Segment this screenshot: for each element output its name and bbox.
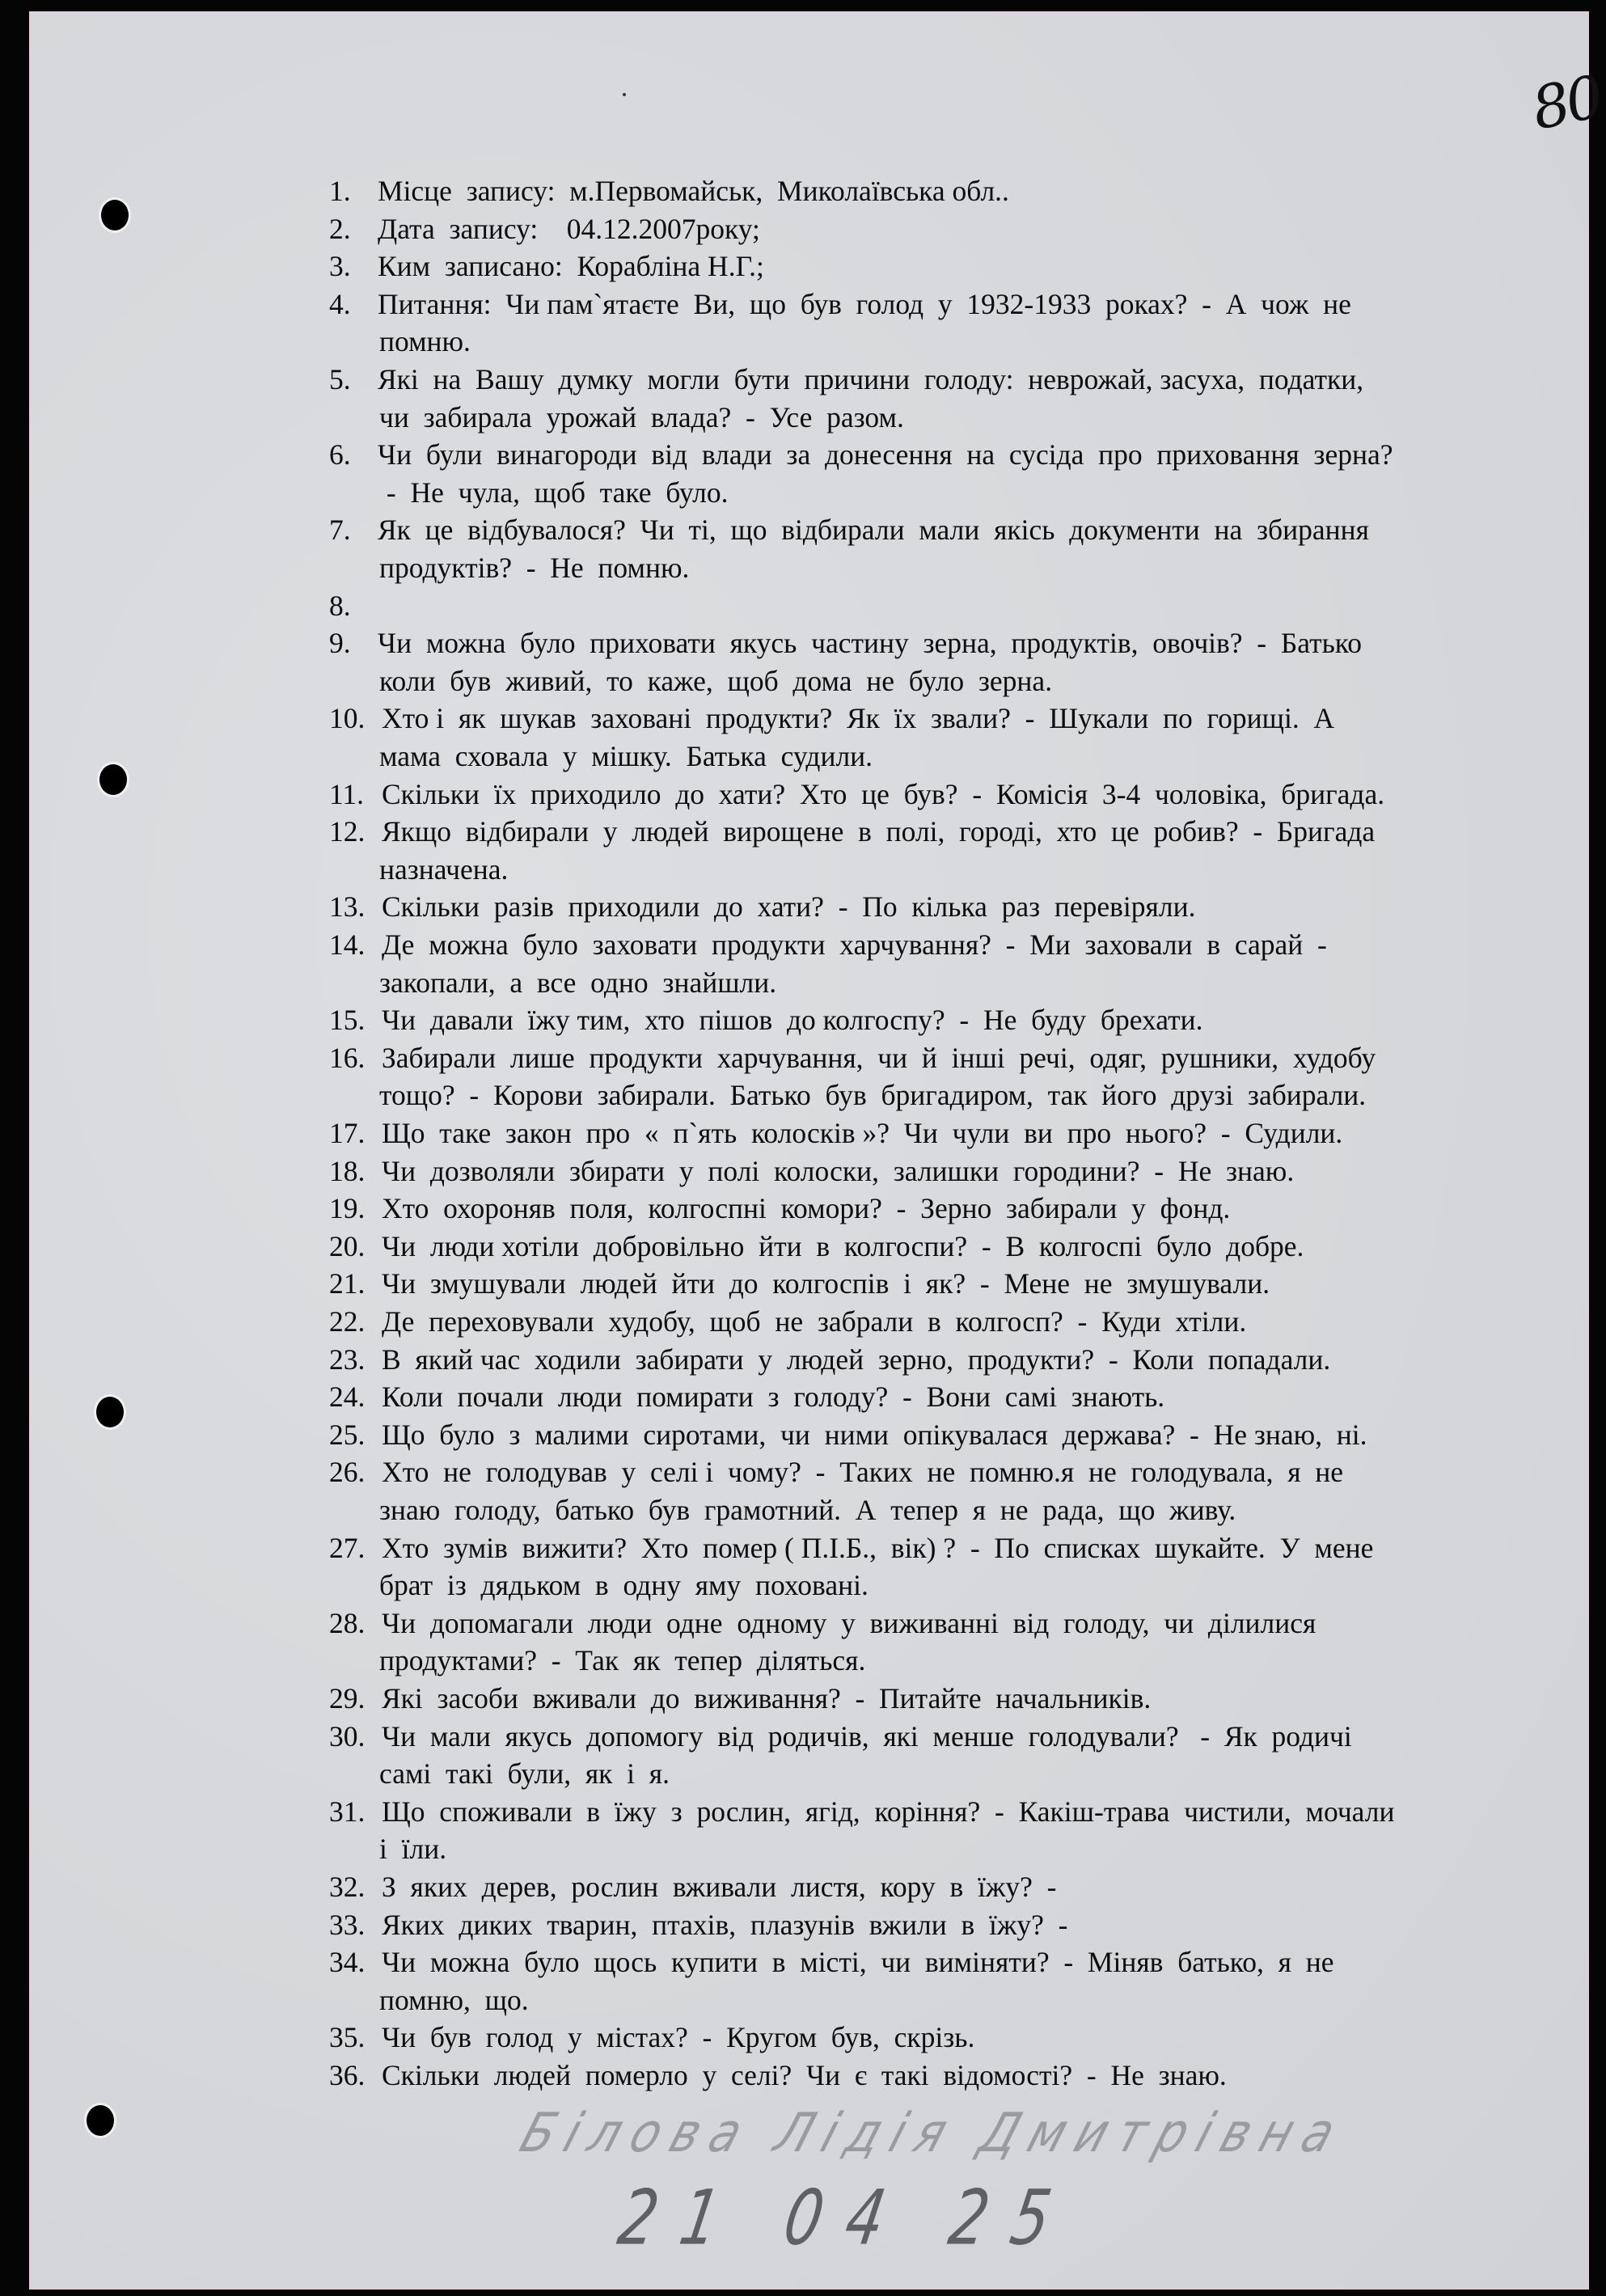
item-number: 21. [329,1267,366,1300]
item-text: Коли почали люди помирати з голоду? - Вони самі знають. [382,1381,1165,1414]
item-number: 2. [329,212,351,245]
item-text: Ким записано: Корабліна Н.Г.; [378,250,764,283]
list-item [329,210,1518,248]
item-number: 18. [329,1154,366,1187]
item-text: Що споживали в їжу з рослин, ягід, коріння? - Какіш-трава чистили, мочали [382,1795,1395,1828]
item-number: 4. [329,287,351,320]
item-number: 3. [329,250,351,283]
list-item [329,1906,1518,1944]
item-number: 7. [329,514,351,547]
item-text: Чи можна було приховати якусь частину зерна, продуктів, овочів? - Батько [378,627,1363,660]
item-text: Скільки їх приходило до хати? Хто це був? - Комісія 3-4 чоловіка, бригада. [382,777,1385,810]
handwritten-date: 21 04 25 [612,2173,1082,2262]
item-number: 30. [329,1719,366,1753]
list-item [329,1114,1518,1152]
handwritten-page-number: 80 [1526,62,1606,143]
item-number: 24. [329,1381,366,1414]
list-item [329,1265,1518,1303]
item-number: 6. [329,438,351,471]
list-item [329,361,1518,436]
item-text: Чи змушували людей йти до колгоспів і як? - Мене не змушували. [382,1267,1270,1300]
item-text: Хто охороняв поля, колгоспні комори? - Зерно забирали у фонд. [382,1192,1231,1225]
item-number: 36. [329,2059,366,2091]
item-text: Чи давали їжу тим, хто пішов до колгоспу? - Не буду брехати. [382,1004,1203,1037]
item-text-continuation: самі такі були, як і я. [379,1757,670,1791]
item-text-continuation: і їли. [379,1833,447,1866]
list-item [329,285,1518,361]
list-item [329,247,1518,285]
item-text: Скільки разів приходили до хати? - По кілька раз перевіряли. [382,890,1196,924]
item-text: Якщо відбирали у людей вирощене в полі, городі, хто це робив? - Бригада [382,815,1376,848]
item-text: Чи люди хотіли добровільно йти в колгоспи? - В колгоспі було добре. [382,1229,1304,1262]
item-number: 35. [329,2021,366,2054]
list-item [329,776,1518,814]
item-text: Чи був голод у містах? - Кругом був, скрізь. [382,2021,975,2054]
list-item [329,1680,1518,1718]
item-number: 23. [329,1343,366,1376]
item-text: Як це відбувалося? Чи ті, що відбирали мали якісь документи на збирання [378,514,1369,547]
item-number: 29. [329,1682,366,1715]
item-number: 33. [329,1908,366,1941]
item-text-continuation: брат із дядьком в одну яму поховані. [379,1569,869,1602]
item-number: 11. [329,777,365,810]
item-text: Питання: Чи пам`ятаєте Ви, що був голод у 1932-1933 роках? - А чож не [378,287,1351,320]
list-item [329,2057,1518,2095]
item-text: Де можна було заховати продукти харчування? - Ми заховали в сарай - [382,928,1327,961]
list-item [329,1152,1518,1190]
list-item [329,1190,1518,1228]
item-text: Скільки людей померло у селі? Чи є такі відомості? - Не знаю. [382,2059,1227,2091]
list-item [329,2019,1518,2057]
list-item [329,436,1518,511]
list-item [329,1453,1518,1529]
item-number: 31. [329,1795,366,1828]
list-item [329,1001,1518,1039]
item-text: Що таке закон про « п`ять колосків »? Чи чули ви про нього? - Судили. [382,1117,1343,1149]
item-number: 32. [329,1871,366,1903]
list-item [329,1341,1518,1379]
item-number: 20. [329,1229,366,1262]
list-item [329,1416,1518,1454]
list-item [329,926,1518,1001]
item-text: Чи можна було щось купити в місті, чи виміняти? - Міняв батько, я не [382,1946,1334,1979]
document-page [29,11,1606,2290]
list-item [329,1039,1518,1114]
item-number: 27. [329,1531,366,1564]
item-number: 28. [329,1606,366,1639]
item-text: Хто не голодував у селі і чому? - Таких не помню.я не голодувала, я не [382,1456,1344,1489]
item-text-continuation: закопали, а все одно знайшли. [379,966,777,999]
item-text: Місце запису: м.Первомайськ, Миколаївська обл.. [378,175,1009,207]
list-item [329,700,1518,775]
handwritten-respondent-name: Білова Лідія Дмитрівна [513,2100,1355,2165]
list-item [329,511,1518,586]
list-item [329,1718,1518,1793]
item-number: 26. [329,1456,366,1489]
item-text: Хто зумів вижити? Хто помер ( П.І.Б., вік) ? - По списках шукайте. У мене [382,1531,1374,1564]
list-item [329,1228,1518,1266]
list-item [329,1943,1518,2019]
list-item [329,1605,1518,1680]
item-number: 19. [329,1192,366,1225]
item-number: 25. [329,1418,366,1451]
list-item [329,587,1518,625]
item-text: В який час ходили забирати у людей зерно, продукти? - Коли попадали. [382,1343,1331,1376]
item-number: 10. [329,702,366,735]
item-text: Чи мали якусь допомогу від родичів, які менше голодували? - Як родичі [382,1719,1352,1753]
item-text: Чи допомагали люди одне одному у виживанні від голоду, чи ділилися [382,1606,1316,1639]
item-number: 16. [329,1041,366,1074]
list-item [329,1378,1518,1416]
list-item [329,1303,1518,1341]
item-text-continuation: мама сховала у мішку. Батька судили. [379,739,873,772]
item-text-continuation: продуктами? - Так як тепер діляться. [379,1644,866,1677]
item-number: 13. [329,890,366,924]
list-item [329,172,1518,210]
item-text-continuation: чи забирала урожай влада? - Усе разом. [379,400,904,433]
questionnaire-list [30,12,1587,2288]
item-text-continuation: - Не чула, щоб таке було. [379,476,729,509]
item-number: 8. [329,589,351,622]
item-number: 15. [329,1004,366,1037]
item-number: 9. [329,627,351,660]
item-text-continuation: помню. [379,325,471,358]
item-text-continuation: помню, що. [379,1983,529,2016]
item-number: 17. [329,1117,366,1149]
item-number: 12. [329,815,366,848]
item-number: 22. [329,1305,366,1338]
item-text: Які на Вашу думку могли бути причини голоду: неврожай, засуха, податки, [378,363,1364,395]
item-text: Чи були винагороди від влади за донесення на сусіда про приховання зерна? [378,438,1393,471]
list-item [329,1529,1518,1605]
list-item [329,624,1518,700]
list-item [329,888,1518,926]
item-text-continuation: коли був живий, то каже, щоб дома не було зерна. [379,664,1053,697]
item-text-continuation: продуктів? - Не помню. [379,551,690,584]
item-text-continuation: знаю голоду, батько був грамотний. А тепер я не рада, що живу. [379,1493,1236,1526]
item-number: 14. [329,928,366,961]
list-item [329,1793,1518,1868]
item-number: 5. [329,363,351,395]
item-number: 34. [329,1946,366,1979]
item-text: Хто і як шукав заховані продукти? Як їх звали? - Шукали по горищі. А [382,702,1335,735]
item-text-continuation: назначена. [379,852,509,886]
item-text: Чи дозволяли збирати у полі колоски, залишки городини? - Не знаю. [382,1154,1295,1187]
item-text: Що було з малими сиротами, чи ними опікувалася держава? - Не знаю, ні. [382,1418,1367,1451]
item-number: 1. [329,175,351,207]
list-item [329,813,1518,888]
item-text: Забирали лише продукти харчування, чи й інші речі, одяг, рушники, худобу [382,1041,1376,1074]
item-text: Які засоби вживали до виживання? - Питайте начальників. [382,1682,1152,1715]
item-text: Яких диких тварин, птахів, плазунів вжили в їжу? - [382,1908,1068,1941]
item-text: З яких дерев, рослин вживали листя, кору в їжу? - [382,1871,1057,1903]
item-text: Де переховували худобу, щоб не забрали в колгосп? - Куди хтіли. [382,1305,1247,1338]
list-item [329,1868,1518,1906]
item-text: Дата запису: 04.12.2007року; [378,212,760,245]
item-text-continuation: тощо? - Корови забирали. Батько був бригадиром, так його друзі забирали. [379,1079,1367,1112]
